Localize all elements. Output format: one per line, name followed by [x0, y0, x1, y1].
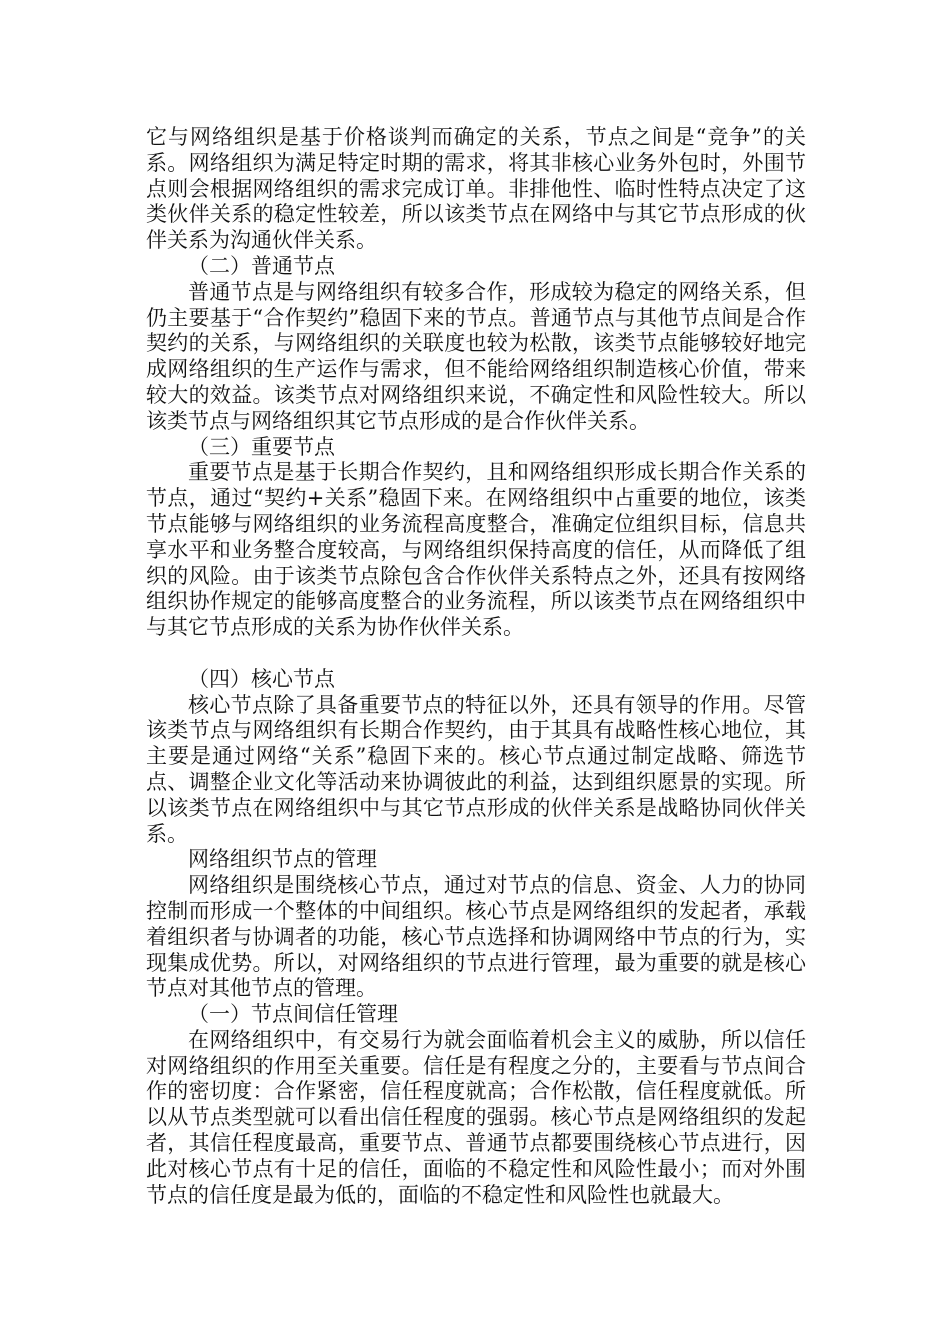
paragraph-node-management: 网络组织是围绕核心节点，通过对节点的信息、资金、人力的协同控制而形成一个整体的中间组织。核心节点是网络组织的发起者，承载着组织者与协调者的功能，核心节点选择和协调网络中节点的行为，实现集成优势。所以，对网络组织的节点进行管理，最为重要的就是核心节点对其他节点的管理。 — [146, 873, 806, 1001]
paragraph-important-node: 重要节点是基于长期合作契约，且和网络组织形成长期合作关系的节点，通过“契约+关系”稳固下来。在网络组织中占重要的地位，该类节点能够与网络组织的业务流程高度整合，准确定位组织目标，信息共享水平和业务整合度较高，与网络组织保持高度的信任，从而降低了组织的风险。由于该类节点除包含合作伙伴关系特点之外，还具有按网络组织协作规定的能够高度整合的业务流程，所以该类节点在网络组织中与其它节点形成的关系为协作伙伴关系。 — [146, 460, 806, 640]
heading-trust-management: （一）节点间信任管理 — [188, 1002, 398, 1027]
document-body — [146, 125, 806, 1208]
paragraph-peripheral-node-end: 它与网络组织是基于价格谈判而确定的关系，节点之间是“竞争”的关系。网络组织为满足特定时期的需求，将其非核心业务外包时，外围节点则会根据网络组织的需求完成订单。非排他性、临时性特点决定了这类伙伴关系的稳定性较差，所以该类节点在网络中与其它节点形成的伙伴关系为沟通伙伴关系。 — [146, 125, 806, 253]
heading-important-node: （三）重要节点 — [188, 434, 335, 459]
paragraph-ordinary-node: 普通节点是与网络组织有较多合作，形成较为稳定的网络关系，但仍主要基于“合作契约”稳固下来的节点。普通节点与其他节点间是合作契约的关系，与网络组织的关联度也较为松散，该类节点能够较好地完成网络组织的生产运作与需求，但不能给网络组织制造核心价值，带来较大的效益。该类节点对网络组织来说，不确定性和风险性较大。所以该类节点与网络组织其它节点形成的是合作伙伴关系。 — [146, 279, 806, 433]
heading-node-management: 网络组织节点的管理 — [188, 847, 377, 872]
heading-ordinary-node: （二）普通节点 — [188, 253, 335, 278]
heading-core-node: （四）核心节点 — [188, 666, 335, 691]
paragraph-trust-management: 在网络组织中，有交易行为就会面临着机会主义的威胁，所以信任对网络组织的作用至关重要。信任是有程度之分的，主要看与节点间合作的密切度：合作紧密，信任程度就高；合作松散，信任程度就低。所以从节点类型就可以看出信任程度的强弱。核心节点是网络组织的发起者，其信任程度最高，重要节点、普通节点都要围绕核心节点进行，因此对核心节点有十足的信任，面临的不稳定性和风险性最小；而对外围节点的信任度是最为低的，面临的不稳定性和风险性也就最大。 — [146, 1027, 806, 1207]
blank-line — [146, 641, 806, 667]
paragraph-core-node: 核心节点除了具备重要节点的特征以外，还具有领导的作用。尽管该类节点与网络组织有长期合作契约，由于其具有战略性核心地位，其主要是通过网络“关系”稳固下来的。核心节点通过制定战略、筛选节点、调整企业文化等活动来协调彼此的利益，达到组织愿景的实现。所以该类节点在网络组织中与其它节点形成的伙伴关系是战略协同伙伴关系。 — [146, 692, 806, 846]
